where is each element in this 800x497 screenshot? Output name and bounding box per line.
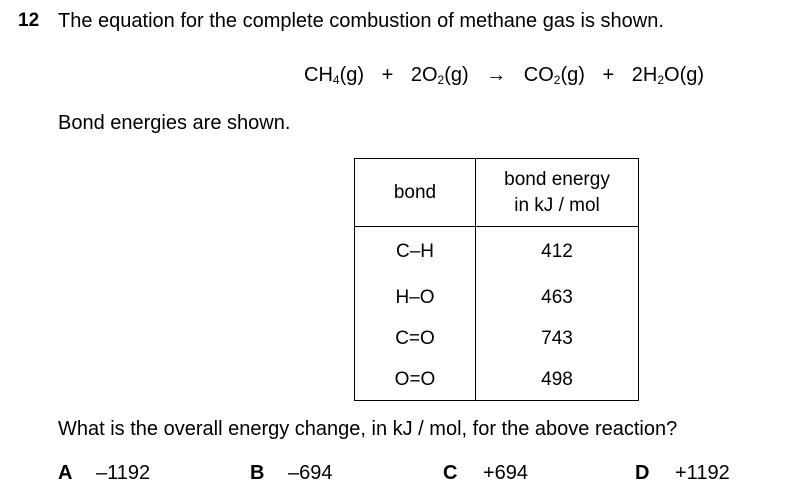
chemical-equation bbox=[304, 64, 704, 87]
plus-sign: + bbox=[381, 64, 394, 86]
header-bond-energy: bond energy in kJ / mol bbox=[476, 159, 639, 227]
bond-energy-table bbox=[354, 158, 639, 401]
plus-sign: + bbox=[602, 64, 615, 86]
header-bond: bond bbox=[355, 159, 476, 227]
bond-cell: O=O bbox=[355, 359, 476, 401]
option-letter: B bbox=[250, 462, 265, 484]
table-intro: Bond energies are shown. bbox=[58, 112, 291, 134]
reactant-oxygen: $2O_2(g)$ bbox=[410, 64, 469, 87]
question-prompt: What is the overall energy change, in kJ / mol, for the above reaction? bbox=[58, 418, 678, 440]
bond-cell: C=O bbox=[355, 318, 476, 359]
energy-cell: 743 bbox=[476, 318, 639, 359]
energy-cell: 463 bbox=[476, 277, 639, 318]
question-text: The equation for the complete combustion of methane gas is shown. bbox=[58, 10, 664, 32]
question-number: 12 bbox=[18, 10, 40, 31]
option-value: +694 bbox=[483, 462, 529, 484]
option-value: +1192 bbox=[675, 462, 730, 484]
energy-cell: 412 bbox=[476, 227, 639, 278]
table-row bbox=[355, 227, 639, 278]
option-value: –694 bbox=[288, 462, 333, 484]
option-c[interactable] bbox=[443, 462, 528, 485]
table-row bbox=[355, 359, 639, 401]
reaction-arrow: → bbox=[486, 64, 507, 86]
product-carbon-dioxide: $CO_2(g)$ bbox=[523, 64, 585, 87]
table-row bbox=[355, 277, 639, 318]
bond-cell: C–H bbox=[355, 227, 476, 278]
option-b[interactable] bbox=[250, 462, 333, 485]
option-a[interactable] bbox=[58, 462, 150, 485]
reactant-methane: $CH_4(g)$ bbox=[304, 64, 365, 87]
option-value: –1192 bbox=[96, 462, 151, 484]
energy-cell: 498 bbox=[476, 359, 639, 401]
bond-cell: H–O bbox=[355, 277, 476, 318]
option-d[interactable] bbox=[635, 462, 730, 485]
product-water: $2H_2O(g)$ bbox=[631, 64, 705, 87]
option-letter: A bbox=[58, 462, 73, 484]
option-letter: C bbox=[443, 462, 458, 484]
table-row bbox=[355, 318, 639, 359]
option-letter: D bbox=[635, 462, 650, 484]
